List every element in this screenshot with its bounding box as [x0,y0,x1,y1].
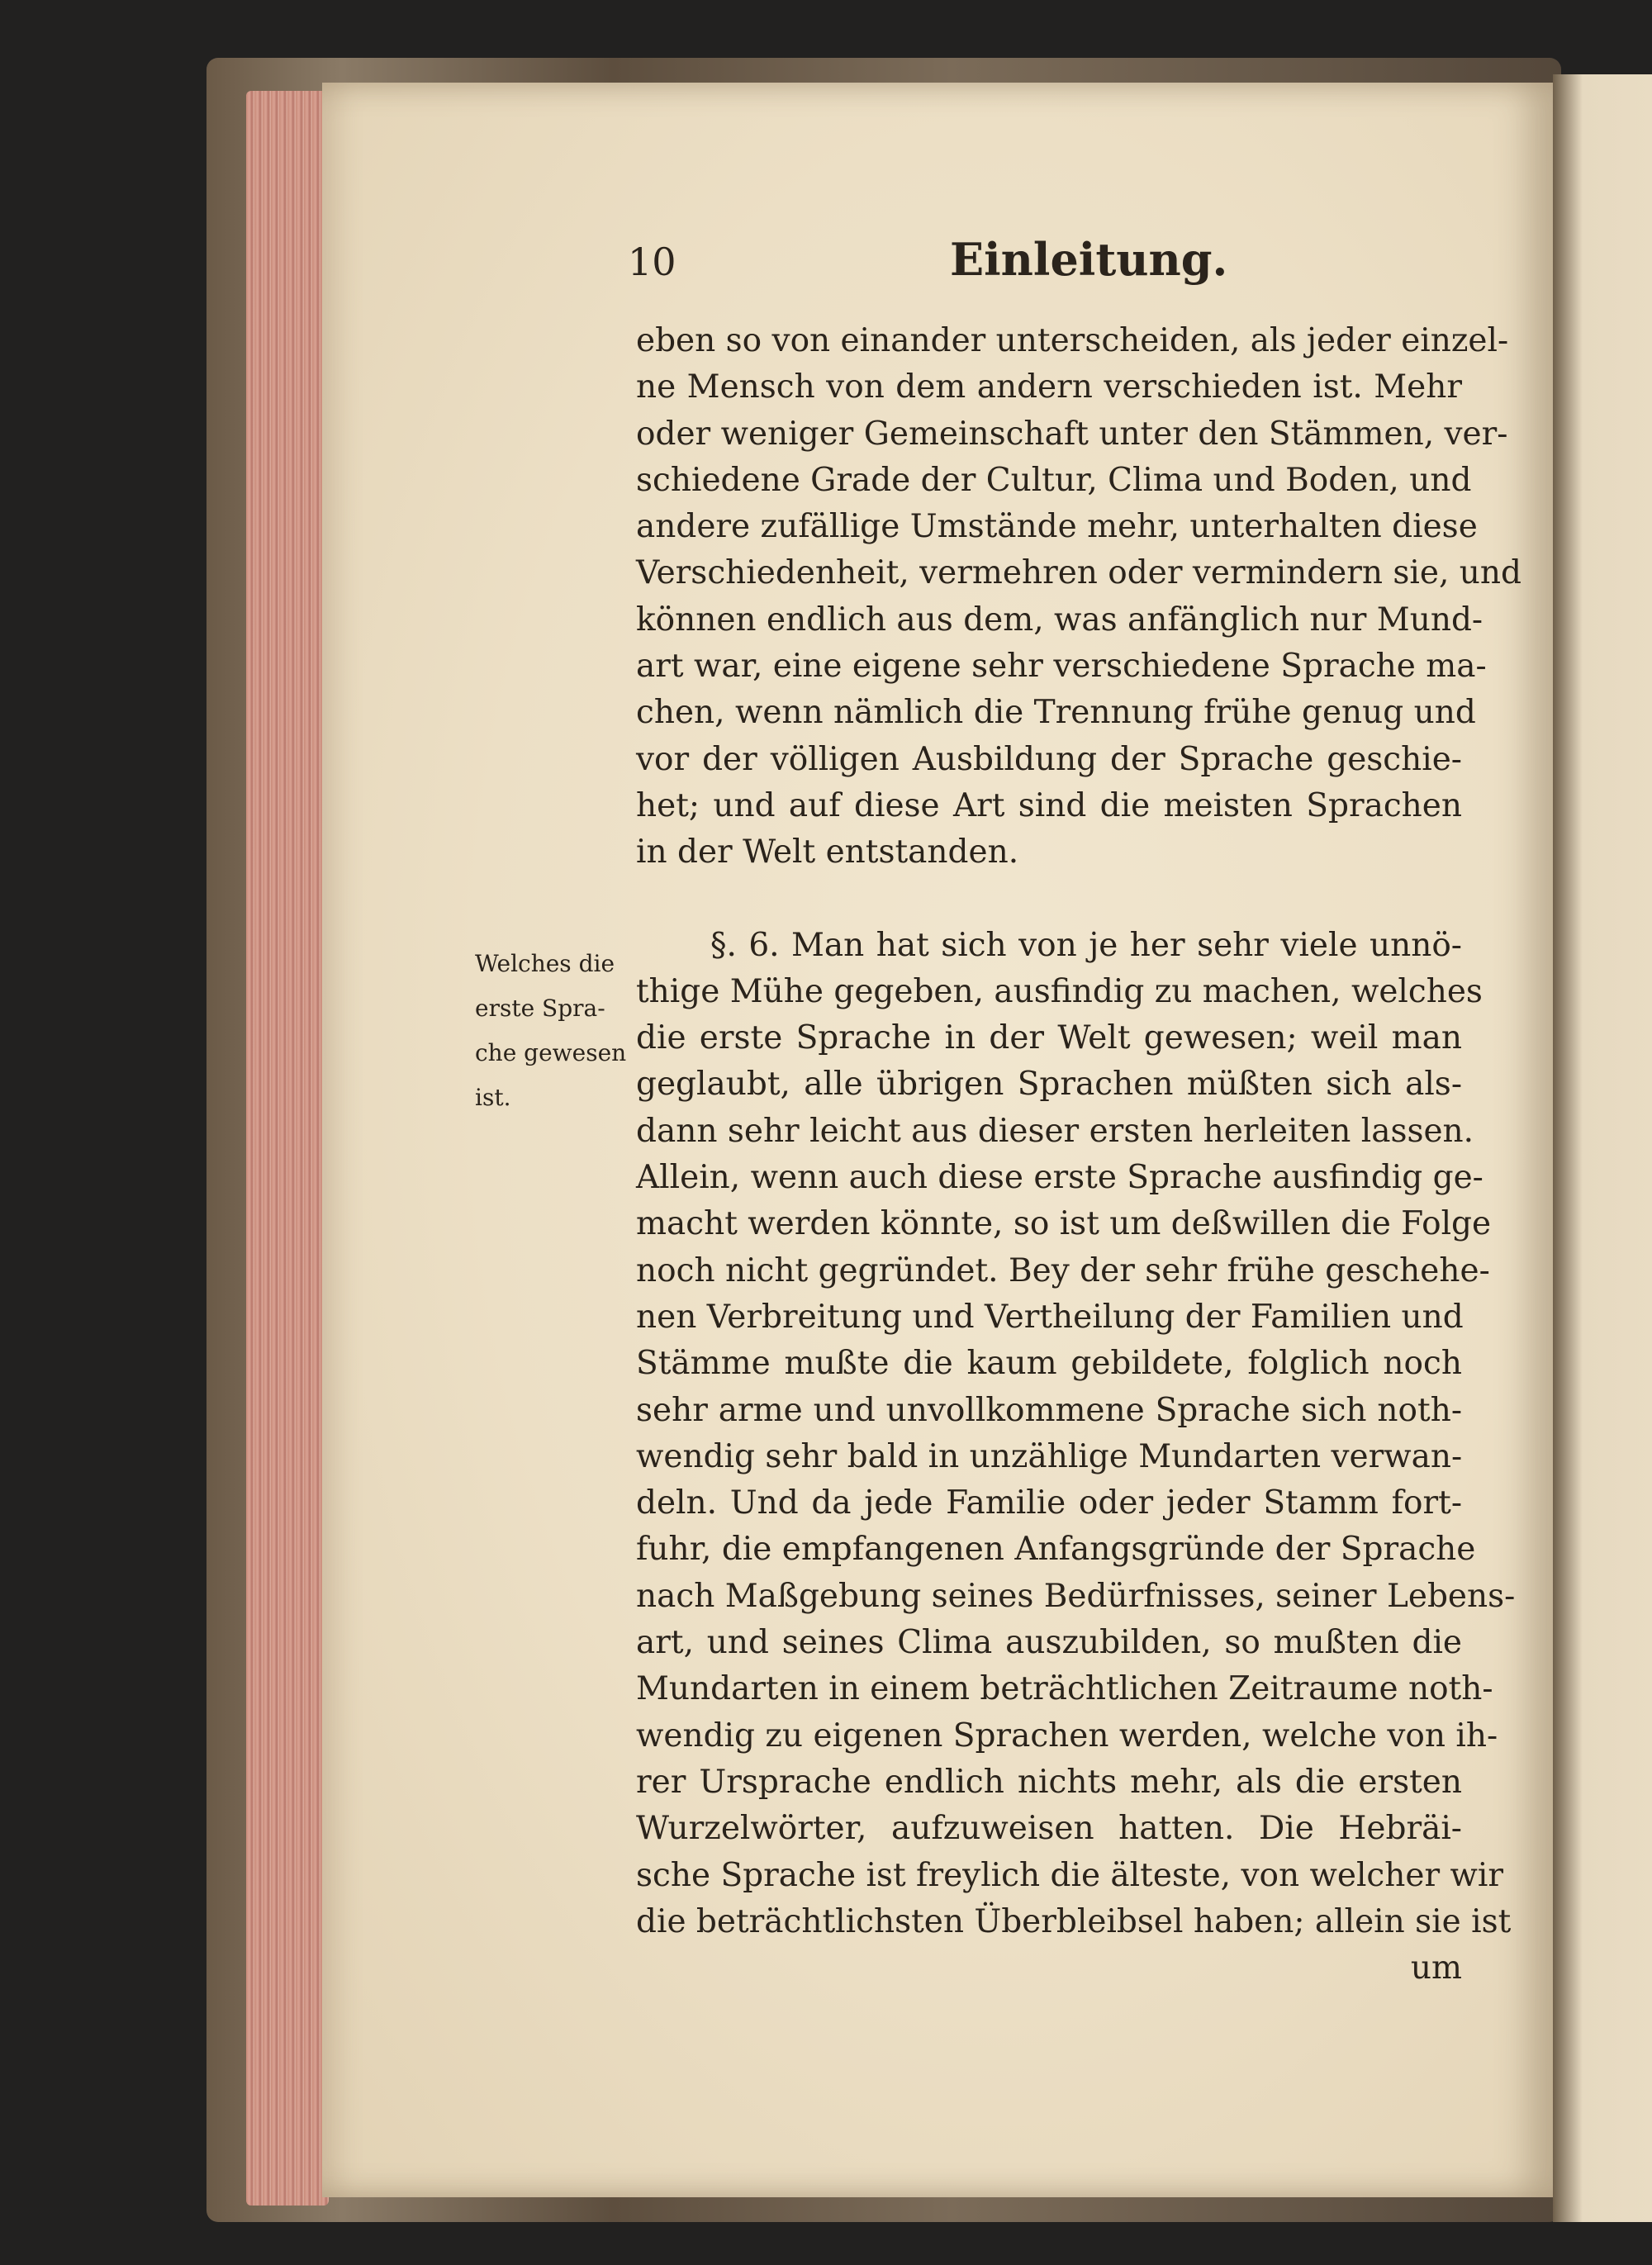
catchword: um [1410,1949,1462,1987]
margin-note [475,942,632,1120]
text-line: Allein, wenn auch diese erste Sprache ausfindig ge- [636,1159,1483,1197]
text-line: schiedene Grade der Cultur, Clima und Boden, und [636,461,1472,499]
text-line: vor der völligen Ausbildung der Sprache geschie- [636,740,1462,778]
paragraph-gap [636,876,1462,923]
body-text [636,318,1521,1992]
text-line: die erste Sprache in der Welt gewesen; weil man [636,1019,1462,1057]
text-line: het; und auf diese Art sind die meisten Sprachen [636,786,1462,824]
page-edges [246,91,329,2206]
paragraph-2 [636,923,1516,1992]
text-line: ne Mensch von dem andern verschieden ist. Mehr [636,368,1462,406]
text-line: Stämme mußte die kaum gebildete, folglich noch [636,1345,1462,1383]
text-line: Mundarten in einem beträchtlichen Zeitraume noth- [636,1670,1493,1708]
text-line: wendig zu eigenen Sprachen werden, welche von ih- [636,1717,1498,1755]
text-line: Wurzelwörter, aufzuweisen hatten. Die Hebräi- [636,1810,1462,1848]
margin-note-line: erste Spra- [475,995,605,1022]
text-line: andere zufällige Umstände mehr, unterhalten diese [636,508,1478,546]
text-line: macht werden könnte, so ist um deßwillen die Folge [636,1205,1492,1243]
text-line: noch nicht gegründet. Bey der sehr frühe geschehe- [636,1251,1490,1289]
text-line: oder weniger Gemeinschaft unter den Stämmen, ver- [636,415,1508,453]
text-line: geglaubt, alle übrigen Sprachen müßten sich als- [636,1066,1462,1104]
text-line: §. 6. Man hat sich von je her sehr viele unnö- [710,926,1462,964]
margin-note-line: ist. [475,1084,511,1111]
text-line: eben so von einander unterscheiden, als jeder einzel- [636,322,1509,359]
text-line: dann sehr leicht aus dieser ersten herleiten lassen. [636,1112,1474,1150]
text-line: art war, eine eigene sehr verschiedene Sprache ma- [636,648,1487,686]
running-head: Einleitung. [950,233,1228,286]
text-line: thige Mühe gegeben, ausfindig zu machen, welches [636,972,1483,1010]
text-line: rer Ursprache endlich nichts mehr, als die ersten [636,1763,1462,1801]
text-line: sche Sprache ist freylich die älteste, von welcher wir [636,1856,1504,1894]
page-number: 10 [628,240,676,284]
margin-note-line: Welches die [475,950,615,977]
text-line: nach Maßgebung seines Bedürfnisses, seiner Lebens- [636,1577,1516,1615]
text-line: Verschiedenheit, vermehren oder vermindern sie, und [636,554,1521,592]
text-line: wendig sehr bald in unzählige Mundarten verwan- [636,1437,1463,1475]
text-line: in der Welt entstanden. [636,833,1019,871]
text-line: können endlich aus dem, was anfänglich nur Mund- [636,601,1483,639]
text-line: nen Verbreitung und Vertheilung der Familien und [636,1298,1464,1336]
text-line: sehr arme und unvollkommene Sprache sich noth- [636,1391,1462,1429]
text-line: art, und seines Clima auszubilden, so mußten die [636,1624,1462,1662]
facing-page-edge [1553,74,1652,2222]
text-line: fuhr, die empfangenen Anfangsgründe der Sprache [636,1531,1476,1569]
paragraph-1 [636,318,1521,876]
margin-note-line: che gewesen [475,1039,627,1066]
text-line: deln. Und da jede Familie oder jeder Stamm fort- [636,1484,1462,1522]
text-line: chen, wenn nämlich die Trennung frühe genug und [636,694,1476,732]
text-line: die beträchtlichsten Überbleibsel haben; allein sie ist [636,1902,1512,1940]
